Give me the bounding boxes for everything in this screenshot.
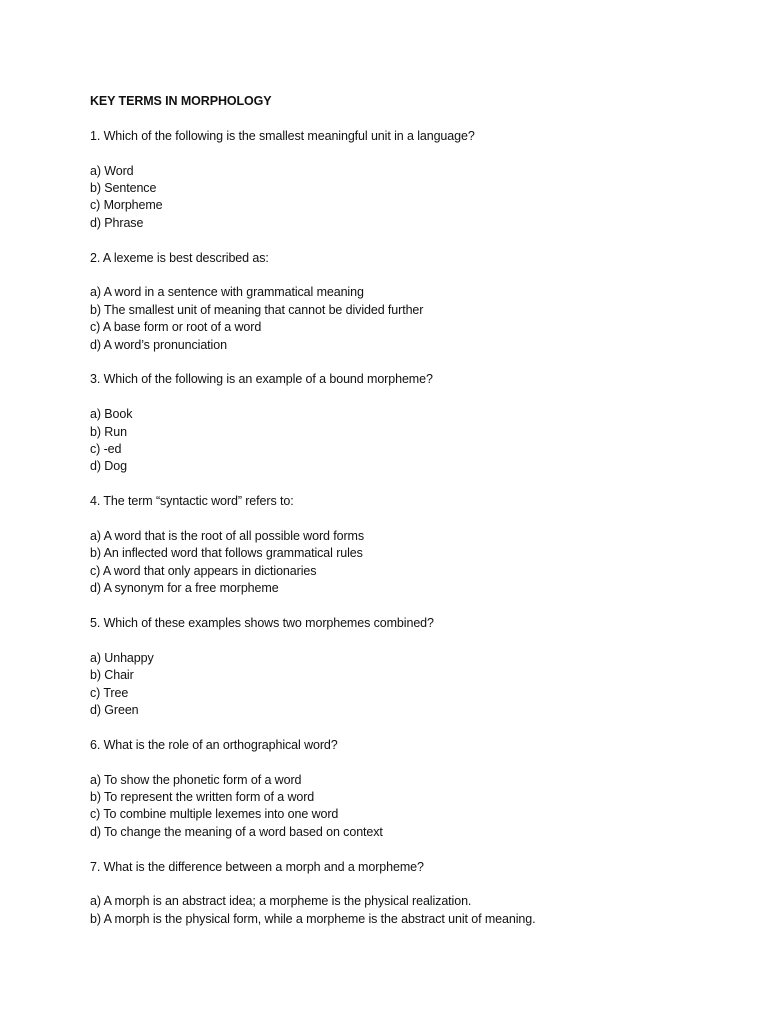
question-text: 5. Which of these examples shows two morphemes combined? — [90, 616, 434, 631]
answer-option: a) To show the phonetic form of a word — [90, 772, 302, 787]
question-1 — [90, 128, 730, 232]
document-content — [90, 93, 730, 946]
question-text: 7. What is the difference between a morph and a morpheme? — [90, 859, 424, 874]
answer-option: b) Sentence — [90, 181, 157, 195]
answer-option: a) A morph is an abstract idea; a morpheme is the physical realization. — [90, 894, 472, 909]
question-2 — [90, 250, 730, 354]
answer-options — [90, 893, 730, 928]
answer-option: c) Morpheme — [90, 198, 163, 213]
answer-option: c) A base form or root of a word — [90, 320, 262, 335]
question-list — [90, 128, 730, 928]
answer-option: b) Run — [90, 424, 127, 439]
answer-option: d) Dog — [90, 459, 127, 474]
question-text: 1. Which of the following is the smallest meaningful unit in a language? — [90, 128, 475, 143]
answer-option: b) To represent the written form of a word — [90, 790, 315, 805]
answer-option: c) Tree — [90, 685, 129, 700]
answer-option: c) -ed — [90, 442, 122, 457]
answer-option: a) Word — [90, 163, 134, 178]
answer-option: a) A word that is the root of all possible word forms — [90, 529, 364, 544]
question-text: 3. Which of the following is an example of a bound morpheme? — [90, 372, 433, 387]
answer-option: c) To combine multiple lexemes into one word — [90, 807, 339, 822]
question-6 — [90, 737, 730, 841]
answer-options — [90, 163, 730, 233]
answer-option: d) A word’s pronunciation — [90, 337, 227, 352]
answer-option: a) Unhappy — [90, 650, 154, 665]
answer-options — [90, 284, 730, 354]
answer-options — [90, 772, 730, 842]
answer-option: d) Phrase — [90, 215, 144, 230]
answer-option: a) Book — [90, 407, 133, 422]
answer-options — [90, 528, 730, 598]
answer-option: b) An inflected word that follows grammatical rules — [90, 546, 363, 561]
question-5 — [90, 615, 730, 719]
answer-option: b) Chair — [90, 668, 134, 683]
answer-option: d) To change the meaning of a word based on context — [90, 824, 383, 839]
question-7 — [90, 859, 730, 929]
question-4 — [90, 493, 730, 597]
answer-option: b) The smallest unit of meaning that cannot be divided further — [90, 302, 424, 317]
document-title: KEY TERMS IN MORPHOLOGY — [90, 94, 272, 108]
answer-options — [90, 650, 730, 720]
answer-option: a) A word in a sentence with grammatical meaning — [90, 285, 364, 300]
question-3 — [90, 371, 730, 475]
answer-option: d) Green — [90, 703, 139, 718]
answer-option: c) A word that only appears in dictionaries — [90, 563, 317, 578]
question-text: 4. The term “syntactic word” refers to: — [90, 494, 294, 509]
answer-option: b) A morph is the physical form, while a morpheme is the abstract unit of meaning. — [90, 911, 536, 926]
answer-option: d) A synonym for a free morpheme — [90, 581, 279, 596]
question-text: 6. What is the role of an orthographical word? — [90, 737, 338, 752]
answer-options — [90, 406, 730, 476]
question-text: 2. A lexeme is best described as: — [90, 250, 269, 265]
